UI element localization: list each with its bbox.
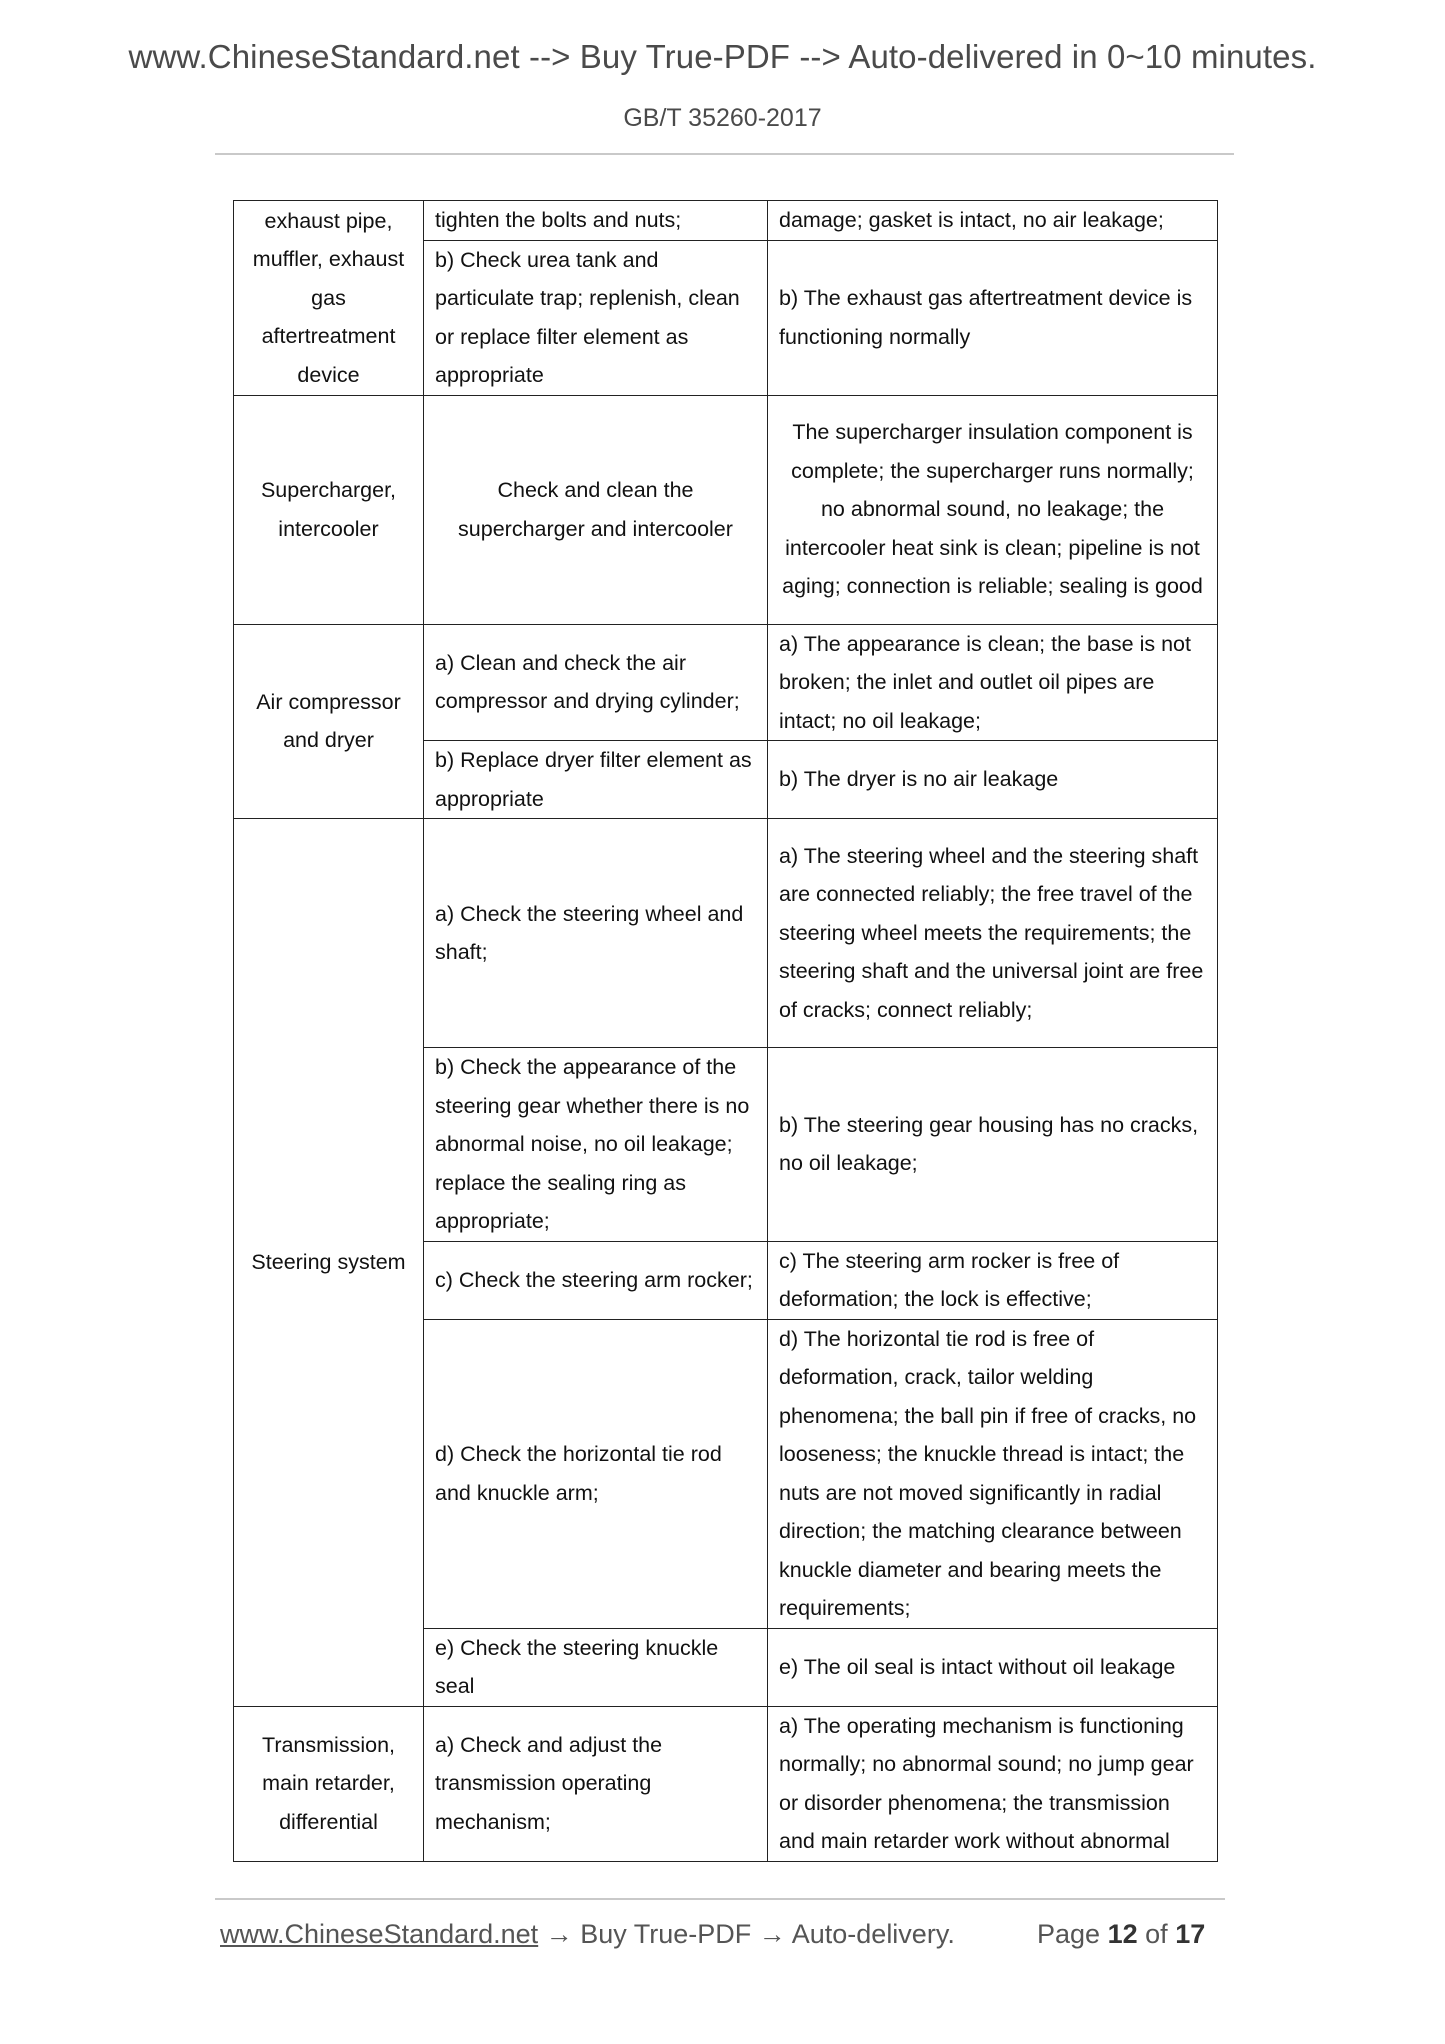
page-word: Page bbox=[1037, 1919, 1101, 1949]
footer-site-link[interactable]: www.ChineseStandard.net bbox=[220, 1919, 539, 1949]
table-row bbox=[234, 201, 1218, 241]
requirement-cell: b) The exhaust gas aftertreatment device is functioning normally bbox=[768, 240, 1218, 395]
requirement-cell: b) The dryer is no air leakage bbox=[768, 741, 1218, 819]
page-indicator bbox=[1037, 1919, 1205, 1950]
item-cell-compressor: Air compressor and dryer bbox=[234, 624, 424, 819]
item-cell-steering: Steering system bbox=[234, 819, 424, 1707]
method-cell: a) Check and adjust the transmission operating mechanism; bbox=[424, 1706, 768, 1861]
footer-delivery-text: → Buy True-PDF → Auto-delivery. bbox=[538, 1919, 955, 1949]
method-cell: b) Replace dryer filter element as appropriate bbox=[424, 741, 768, 819]
method-cell: d) Check the horizontal tie rod and knuckle arm; bbox=[424, 1319, 768, 1628]
requirement-cell: damage; gasket is intact, no air leakage; bbox=[768, 201, 1218, 241]
footer-links bbox=[220, 1919, 955, 1950]
item-cell-supercharger: Supercharger, intercooler bbox=[234, 395, 424, 624]
maintenance-table bbox=[233, 200, 1218, 1862]
page-total: 17 bbox=[1175, 1919, 1206, 1949]
requirement-cell: d) The horizontal tie rod is free of deformation, crack, tailor welding phenomena; the ball pin if free of cracks, no looseness; the knuckle thread is intact; the nuts are not moved significantly in radial direction; the matching clearance between knuckle diameter and bearing meets the requirements; bbox=[768, 1319, 1218, 1628]
requirement-cell: a) The operating mechanism is functioning normally; no abnormal sound; no jump gear or disorder phenomena; the transmission and main retarder work without abnormal bbox=[768, 1706, 1218, 1861]
requirement-cell: The supercharger insulation component is complete; the supercharger runs normally; no abnormal sound, no leakage; the intercooler heat sink is clean; pipeline is not aging; connection is reliable; sealing is good bbox=[768, 395, 1218, 624]
footer-divider bbox=[215, 1898, 1225, 1900]
item-cell-exhaust: exhaust pipe, muffler, exhaust gas aftertreatment device bbox=[234, 201, 424, 396]
method-cell: c) Check the steering arm rocker; bbox=[424, 1241, 768, 1319]
standard-code: GB/T 35260-2017 bbox=[623, 104, 822, 132]
method-cell: e) Check the steering knuckle seal bbox=[424, 1628, 768, 1706]
method-cell: b) Check urea tank and particulate trap; replenish, clean or replace filter element as appropriate bbox=[424, 240, 768, 395]
item-cell-transmission: Transmission, main retarder, differential bbox=[234, 1706, 424, 1861]
requirement-cell: a) The steering wheel and the steering shaft are connected reliably; the free travel of the steering wheel meets the requirements; the steering shaft and the universal joint are free of cracks; connect reliably; bbox=[768, 819, 1218, 1048]
page-number: 12 bbox=[1107, 1919, 1138, 1949]
requirement-cell: c) The steering arm rocker is free of deformation; the lock is effective; bbox=[768, 1241, 1218, 1319]
method-cell: a) Clean and check the air compressor and drying cylinder; bbox=[424, 624, 768, 741]
method-cell: a) Check the steering wheel and shaft; bbox=[424, 819, 768, 1048]
header-banner-link[interactable]: www.ChineseStandard.net --> Buy True-PDF --> Auto-delivered in 0~10 minutes. bbox=[128, 38, 1317, 75]
of-word: of bbox=[1145, 1919, 1168, 1949]
method-cell: b) Check the appearance of the steering gear whether there is no abnormal noise, no oil leakage; replace the sealing ring as appropriate; bbox=[424, 1048, 768, 1242]
requirement-cell: a) The appearance is clean; the base is not broken; the inlet and outlet oil pipes are intact; no oil leakage; bbox=[768, 624, 1218, 741]
table-row bbox=[234, 1706, 1218, 1861]
table-row bbox=[234, 395, 1218, 624]
requirement-cell: b) The steering gear housing has no cracks, no oil leakage; bbox=[768, 1048, 1218, 1242]
method-cell: tighten the bolts and nuts; bbox=[424, 201, 768, 241]
table-row bbox=[234, 819, 1218, 1048]
requirement-cell: e) The oil seal is intact without oil leakage bbox=[768, 1628, 1218, 1706]
header-divider bbox=[215, 153, 1234, 155]
method-cell: Check and clean the supercharger and intercooler bbox=[424, 395, 768, 624]
table-row bbox=[234, 624, 1218, 741]
